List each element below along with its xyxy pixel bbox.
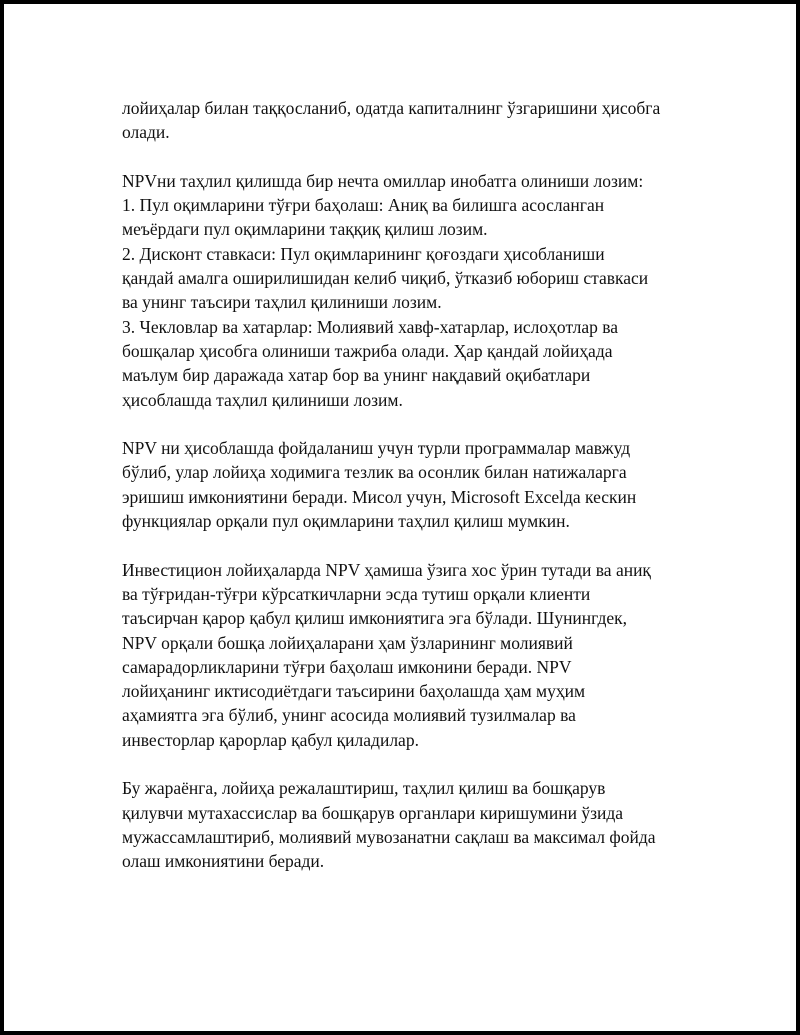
paragraph-4 [122,558,702,752]
paragraph-1 [122,96,702,145]
text-line: мужассамлаштириб, молиявий мувозанатни сақлаш ва максимал фойда [122,826,656,847]
text-line: меъёрдаги пул оқимларини таққиқ қилиш лозим. [122,219,488,240]
text-line: бошқалар ҳисобга олиниши тажриба олади. Ҳар қандай лойиҳада [122,340,613,361]
text-line: NPVни таҳлил қилишда бир нечта омиллар инобатга олиниши лозим: [122,170,644,191]
text-line: бўлиб, улар лойиҳа ходимига тезлик ва осонлик билан натижаларга [122,462,627,483]
text-line: Бу жараёнга, лойиҳа режалаштириш, таҳлил қилиш ва бошқарув [122,778,606,799]
text-line: маълум бир даражада хатар бор ва унинг нақдавий оқибатлари [122,365,591,386]
text-line: самарадорликларини тўғри баҳолаш имконини беради. NPV [122,656,572,677]
text-line: 3. Чекловлар ва хатарлар: Молиявий хавф-хатарлар, ислоҳотлар ва [122,316,619,337]
document-body [122,96,702,898]
paragraph-3 [122,436,702,533]
text-line: олаш имкониятини беради. [122,851,325,872]
text-line: ҳисоблашда таҳлил қилиниши лозим. [122,389,403,410]
text-line: ва тўғридан-тўғри кўрсаткичларни эсда тутиш орқали клиенти [122,583,591,604]
text-line: инвесторлар қарорлар қабул қиладилар. [122,729,419,750]
text-line: 1. Пул оқимларини тўғри баҳолаш: Аниқ ва билишга асосланган [122,195,605,216]
text-line: лойиҳанинг иктисодиётдаги таъсирини баҳолашда ҳам муҳим [122,681,586,702]
text-line: Инвестицион лойиҳаларда NPV ҳамиша ўзига хос ўрин тутади ва аниқ [122,559,651,580]
text-line: NPV ни ҳисоблашда фойдаланиш учун турли программалар мавжуд [122,438,631,459]
text-line: аҳамиятга эга бўлиб, унинг асосида молиявий тузилмалар ва [122,705,576,726]
text-line: олади. [122,122,170,143]
paragraph-2 [122,169,702,412]
text-line: 2. Дисконт ставкаси: Пул оқимларининг қоғоздаги ҳисобланиши [122,243,605,264]
text-line: NPV орқали бошқа лойиҳаларани ҳам ўзларининг молиявий [122,632,573,653]
text-line: ва унинг таъсири таҳлил қилиниши лозим. [122,292,442,313]
text-line: функциялар орқали пул оқимларини таҳлил қилиш мумкин. [122,511,570,532]
paragraph-5 [122,776,702,873]
text-line: қандай амалга оширилишидан келиб чиқиб, ўтказиб юбориш ставкаси [122,268,649,289]
text-line: таъсирчан қарор қабул қилиш имкониятига эга бўлади. Шунингдек, [122,608,628,629]
text-line: қилувчи мутахассислар ва бошқарув органлари киришумини ўзида [122,802,624,823]
text-line: лойиҳалар билан таққосланиб, одатда капиталнинг ўзгаришини ҳисобга [122,98,661,118]
text-line: эришиш имкониятини беради. Мисол учун, Microsoft Excelда кескин [122,486,637,507]
